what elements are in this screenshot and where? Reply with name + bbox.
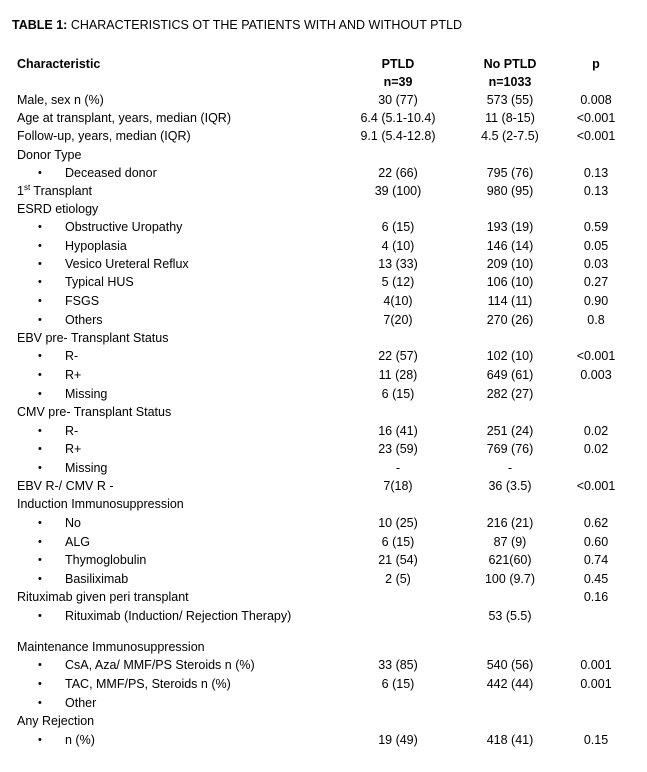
cell-ptld: - [395,461,401,475]
table-row [0,91,647,109]
row-label: Induction Immunosuppression [17,497,184,511]
row-label-number: 1 [17,184,24,198]
cell-ptld: 39 (100) [374,184,422,198]
cell-ptld: 23 (59) [378,442,418,456]
cell-no-ptld: 251 (24) [486,424,534,438]
row-label: R- [65,349,79,363]
table-row [0,712,647,730]
row-label: Basiliximab [65,572,129,586]
header-ptld-n: n=39 [383,75,413,89]
cell-ptld: 33 (85) [378,658,418,672]
cell-no-ptld: 53 (5.5) [488,609,532,623]
bullet-icon: • [38,517,42,529]
table-row [0,477,647,495]
row-label: Maintenance Immunosuppression [17,640,205,654]
cell-p-value: 0.90 [583,294,609,308]
cell-no-ptld: 87 (9) [493,535,527,549]
row-label: Any Rejection [17,714,95,728]
cell-no-ptld: 769 (76) [486,442,534,456]
table-row [0,675,647,693]
table-row [0,607,647,625]
row-label: ALG [65,535,91,549]
cell-ptld: 10 (25) [378,516,418,530]
cell-ptld: 7(18) [383,479,413,493]
row-label: Age at transplant, years, median (IQR) [17,111,231,125]
cell-p-value: 0.008 [580,93,612,107]
bullet-icon: • [38,734,42,746]
bullet-icon: • [38,388,42,400]
cell-p-value: 0.13 [583,166,609,180]
bullet-icon: • [38,295,42,307]
cell-ptld: 6 (15) [381,220,415,234]
table-row [0,164,647,182]
cell-p-value: 0.02 [583,442,609,456]
row-label: EBV pre- Transplant Status [17,331,169,345]
row-label-rest: Transplant [30,184,93,198]
table-row [0,638,647,656]
cell-p-value: 0.003 [580,368,612,382]
table-row [0,588,647,606]
row-label: Follow-up, years, median (IQR) [17,129,191,143]
row-label: TAC, MMF/PS, Steroids n (%) [65,677,231,691]
cell-p-value: 0.59 [583,220,609,234]
cell-p-value: <0.001 [576,479,616,493]
bullet-icon: • [38,425,42,437]
cell-ptld: 6 (15) [381,677,415,691]
table-row [0,329,647,347]
row-label: CMV pre- Transplant Status [17,405,172,419]
cell-no-ptld: - [507,461,513,475]
table-row [0,551,647,569]
row-label: Donor Type [17,148,82,162]
cell-no-ptld: 216 (21) [486,516,534,530]
bullet-icon: • [38,314,42,326]
bullet-icon: • [38,536,42,548]
row-label-superscript: st [23,182,31,192]
cell-p-value: 0.27 [583,275,609,289]
cell-no-ptld: 573 (55) [486,93,534,107]
row-label: Obstructive Uropathy [65,220,183,234]
table-row [0,273,647,291]
bullet-icon: • [38,443,42,455]
cell-ptld: 6.4 (5.1-10.4) [360,111,436,125]
row-label: Rituximab given peri transplant [17,590,189,604]
row-label: Hypoplasia [65,239,127,253]
table-row [0,237,647,255]
table-row [0,366,647,384]
cell-no-ptld: 418 (41) [486,733,534,747]
cell-ptld: 7(20) [383,313,413,327]
table-row [0,255,647,273]
cell-ptld: 22 (57) [378,349,418,363]
cell-p-value: <0.001 [576,349,616,363]
bullet-icon: • [38,678,42,690]
bullet-icon: • [38,610,42,622]
bullet-icon: • [38,462,42,474]
table-row [0,495,647,513]
table-row [0,570,647,588]
bullet-icon: • [38,221,42,233]
cell-ptld: 30 (77) [378,93,418,107]
table-title [12,18,462,32]
cell-no-ptld: 36 (3.5) [488,479,532,493]
table-row [0,311,647,329]
row-label: Typical HUS [65,275,134,289]
row-label: Deceased donor [65,166,157,180]
cell-ptld: 5 (12) [381,275,415,289]
header-no-ptld: No PTLD [483,57,537,71]
table-row [0,403,647,421]
row-label: n (%) [65,733,95,747]
bullet-icon: • [38,350,42,362]
cell-no-ptld: 795 (76) [486,166,534,180]
cell-no-ptld: 621(60) [488,553,532,567]
cell-no-ptld: 209 (10) [486,257,534,271]
cell-p-value: 0.8 [587,313,605,327]
cell-ptld: 6 (15) [381,535,415,549]
bullet-icon: • [38,276,42,288]
row-label: Others [65,313,103,327]
cell-p-value: 0.13 [583,184,609,198]
header-ptld: PTLD [381,57,415,71]
cell-no-ptld: 270 (26) [486,313,534,327]
cell-ptld: 16 (41) [378,424,418,438]
cell-p-value: <0.001 [576,111,616,125]
bullet-icon: • [38,659,42,671]
row-label: Thymoglobulin [65,553,147,567]
row-label: Missing [65,461,108,475]
cell-ptld: 13 (33) [378,257,418,271]
table-row [0,127,647,145]
bullet-icon: • [38,258,42,270]
row-label: R- [65,424,79,438]
row-label: CsA, Aza/ MMF/PS Steroids n (%) [65,658,255,672]
header-p-value: p [592,57,600,71]
cell-no-ptld: 282 (27) [486,387,534,401]
cell-no-ptld: 980 (95) [486,184,534,198]
table-title-text: CHARACTERISTICS OT THE PATIENTS WITH AND WITHOUT PTLD [70,18,463,32]
row-label: No [65,516,81,530]
cell-p-value: 0.74 [583,553,609,567]
cell-p-value: 0.001 [580,658,612,672]
row-label: Male, sex n (%) [17,93,104,107]
header-no-ptld-n: n=1033 [488,75,532,89]
cell-p-value: 0.62 [583,516,609,530]
row-label: R+ [65,442,82,456]
table-row [0,440,647,458]
cell-no-ptld: 442 (44) [486,677,534,691]
table-row [0,218,647,236]
bullet-icon: • [38,697,42,709]
cell-ptld: 11 (28) [378,368,418,382]
table-row [0,182,647,200]
table-title-prefix: TABLE 1: [12,18,68,32]
cell-p-value: 0.60 [583,535,609,549]
cell-no-ptld: 106 (10) [486,275,534,289]
cell-no-ptld: 102 (10) [486,349,534,363]
cell-ptld: 4(10) [383,294,413,308]
row-label: Rituximab (Induction/ Rejection Therapy) [65,609,292,623]
cell-no-ptld: 100 (9.7) [484,572,536,586]
cell-ptld: 2 (5) [385,572,411,586]
cell-p-value: 0.15 [583,733,609,747]
bullet-icon: • [38,240,42,252]
row-label: Missing [65,387,108,401]
cell-no-ptld: 4.5 (2-7.5) [481,129,539,143]
cell-p-value: 0.05 [583,239,609,253]
table-row [0,200,647,218]
table-row [0,533,647,551]
cell-no-ptld: 114 (11) [487,294,533,308]
table-row [0,109,647,127]
cell-no-ptld: 649 (61) [486,368,534,382]
cell-no-ptld: 540 (56) [486,658,534,672]
table-row [0,694,647,712]
row-label: EBV R-/ CMV R - [17,479,114,493]
cell-no-ptld: 146 (14) [486,239,534,253]
row-label: FSGS [65,294,100,308]
row-label [17,182,92,200]
table-row [0,459,647,477]
table-row [0,514,647,532]
cell-ptld: 6 (15) [381,387,415,401]
cell-ptld: 19 (49) [378,733,418,747]
cell-p-value: <0.001 [576,129,616,143]
table-row [0,422,647,440]
cell-ptld: 4 (10) [381,239,415,253]
cell-ptld: 21 (54) [378,553,418,567]
row-label: R+ [65,368,82,382]
table-row [0,146,647,164]
bullet-icon: • [38,573,42,585]
cell-p-value: 0.45 [583,572,609,586]
table-row [0,385,647,403]
table-row [0,292,647,310]
cell-ptld: 22 (66) [378,166,418,180]
row-label: Other [65,696,97,710]
bullet-icon: • [38,369,42,381]
cell-p-value: 0.03 [583,257,609,271]
cell-p-value: 0.02 [583,424,609,438]
cell-p-value: 0.16 [583,590,609,604]
bullet-icon: • [38,167,42,179]
cell-no-ptld: 11 (8-15) [485,111,535,125]
cell-ptld: 9.1 (5.4-12.8) [360,129,436,143]
header-characteristic: Characteristic [17,57,101,71]
cell-p-value: 0.001 [580,677,612,691]
row-label: ESRD etiology [17,202,99,216]
table-row [0,731,647,749]
row-label: Vesico Ureteral Reflux [65,257,189,271]
table-row [0,347,647,365]
bullet-icon: • [38,554,42,566]
table-row [0,656,647,674]
cell-no-ptld: 193 (19) [486,220,534,234]
